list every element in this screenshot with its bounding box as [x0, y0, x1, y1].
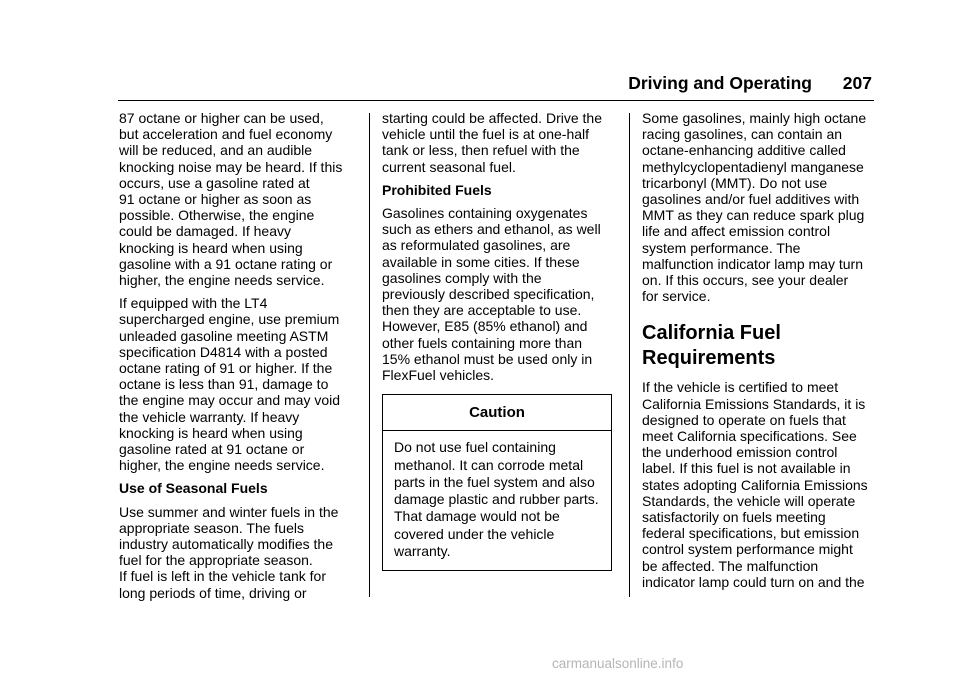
- subheading-seasonal-fuels: Use of Seasonal Fuels: [119, 480, 268, 497]
- text-line: parts in the fuel system and also: [394, 473, 595, 490]
- text-line: warranty.: [394, 543, 451, 560]
- text-line: control system performance might: [642, 541, 853, 558]
- text-line: system performance. The: [642, 239, 801, 256]
- text-line: states adopting California Emissions: [642, 476, 868, 493]
- text-line: knocking is heard when using: [119, 424, 303, 441]
- text-line: label. If this fuel is not available in: [642, 460, 851, 477]
- text-line: tricarbonyl (MMT). Do not use: [642, 174, 828, 191]
- page-header: [118, 66, 874, 101]
- text-line: the underhood emission control: [642, 444, 838, 461]
- caution-text: [383, 431, 611, 570]
- text-line: the vehicle warranty. If heavy: [119, 408, 300, 425]
- text-line: Use summer and winter fuels in the: [119, 503, 339, 520]
- text-line: higher, the engine needs service.: [119, 272, 325, 289]
- text-line: occurs, use a gasoline rated at: [119, 174, 310, 191]
- paragraph-octane-rating: [119, 110, 364, 288]
- text-line: MMT as they can reduce spark plug: [642, 207, 865, 224]
- text-line: methylcyclopentadienyl manganese: [642, 158, 864, 175]
- text-line: 15% ethanol must be used only in: [382, 350, 593, 367]
- text-line: meet California specifications. See: [642, 428, 857, 445]
- text-line: specification D4814 with a posted: [119, 343, 328, 360]
- text-column-right: [642, 110, 882, 597]
- column-divider-left: [369, 113, 370, 597]
- text-line: other fuels containing more than: [382, 334, 583, 351]
- text-line: California Emissions Standards, it is: [642, 395, 866, 412]
- text-line: indicator lamp could turn on and the: [642, 573, 865, 590]
- text-line: Requirements: [642, 347, 776, 370]
- text-line: available in some cities. If these: [382, 253, 580, 270]
- text-line: If equipped with the LT4: [119, 295, 268, 312]
- caution-box: [382, 394, 612, 571]
- text-line: be affected. The malfunction: [642, 557, 819, 574]
- text-line: for service.: [642, 288, 711, 305]
- text-line: supercharged engine, use premium: [119, 311, 340, 328]
- text-line: fuel for the appropriate season.: [119, 552, 313, 569]
- text-line: methanol. It can corrode metal: [394, 456, 584, 473]
- paragraph-seasonal-fuels: [119, 504, 364, 601]
- text-line: could be damaged. If heavy: [119, 223, 292, 240]
- caution-title: Caution: [383, 395, 611, 431]
- text-line: gasoline with a 91 octane rating or: [119, 255, 333, 272]
- text-column-left: [119, 110, 364, 608]
- text-line: Standards, the vehicle will operate: [642, 492, 856, 509]
- paragraph-lt4-engine: [119, 295, 364, 473]
- text-line: as reformulated gasolines, are: [382, 237, 571, 254]
- subheading-prohibited-fuels: Prohibited Fuels: [382, 181, 492, 198]
- paragraph-mmt-additive: [642, 110, 882, 304]
- text-line: knocking is heard when using: [119, 239, 303, 256]
- text-line: gasoline rated at 91 octane or: [119, 441, 305, 458]
- paragraph-seasonal-continued: [382, 110, 614, 175]
- text-line: but acceleration and fuel economy: [119, 126, 333, 143]
- text-line: damage plastic and rubber parts.: [394, 491, 599, 508]
- section-header-title: Driving and Operating: [628, 73, 812, 93]
- text-line: 87 octane or higher can be used,: [119, 110, 324, 126]
- text-line: vehicle until the fuel is at one-half: [382, 126, 590, 143]
- text-line: FlexFuel vehicles.: [382, 367, 495, 384]
- text-line: malfunction indicator lamp may turn: [642, 255, 863, 272]
- text-line: such as ethers and ethanol, as well: [382, 221, 601, 238]
- paragraph-prohibited-fuels: [382, 205, 614, 383]
- text-line: possible. Otherwise, the engine: [119, 207, 315, 224]
- text-line: If fuel is left in the vehicle tank for: [119, 568, 326, 585]
- text-line: However, E85 (85% ethanol) and: [382, 318, 588, 335]
- text-line: higher, the engine needs service.: [119, 457, 325, 474]
- text-line: current seasonal fuel.: [382, 158, 516, 175]
- page-number: 207: [842, 73, 872, 93]
- text-line: on. If this occurs, see your dealer: [642, 272, 849, 289]
- text-line: previously described specification,: [382, 286, 595, 303]
- text-line: federal specifications, but emission: [642, 525, 860, 542]
- text-line: the engine may occur and may void: [119, 392, 341, 409]
- text-line: octane rating of 91 or higher. If the: [119, 360, 333, 377]
- text-line: unleaded gasoline meeting ASTM: [119, 327, 329, 344]
- text-line: 91 octane or higher as soon as: [119, 191, 312, 208]
- text-line: Some gasolines, mainly high octane: [642, 110, 867, 126]
- text-line: If the vehicle is certified to meet: [642, 379, 839, 396]
- text-line: octane-enhancing additive called: [642, 142, 846, 159]
- text-line: life and affect emission control: [642, 223, 831, 240]
- text-line: California Fuel: [642, 322, 781, 345]
- text-line: covered under the vehicle: [394, 525, 555, 542]
- text-line: racing gasolines, can contain an: [642, 126, 843, 143]
- text-line: knocking noise may be heard. If this: [119, 158, 343, 175]
- text-line: satisfactorily on fuels meeting: [642, 509, 826, 526]
- text-line: will be reduced, and an audible: [119, 142, 313, 159]
- paragraph-california-requirements: [642, 379, 882, 590]
- text-line: long periods of time, driving or: [119, 584, 307, 601]
- text-line: Do not use fuel containing: [394, 439, 556, 456]
- column-divider-right: [629, 113, 630, 597]
- text-line: then they are acceptable to use.: [382, 302, 582, 319]
- section-title-california-fuel: [642, 321, 882, 371]
- text-line: appropriate season. The fuels: [119, 519, 304, 536]
- text-line: Gasolines containing oxygenates: [382, 205, 588, 222]
- text-line: gasolines comply with the: [382, 269, 542, 286]
- text-column-middle: [382, 110, 614, 571]
- text-line: designed to operate on fuels that: [642, 411, 846, 428]
- text-line: tank or less, then refuel with the: [382, 142, 580, 159]
- text-line: starting could be affected. Drive the: [382, 110, 602, 126]
- text-line: industry automatically modifies the: [119, 536, 333, 553]
- text-line: octane is less than 91, damage to: [119, 376, 329, 393]
- watermark-text: carmanualsonline.info: [552, 656, 684, 671]
- text-line: That damage would not be: [394, 508, 560, 525]
- text-line: gasolines and/or fuel additives with: [642, 191, 860, 208]
